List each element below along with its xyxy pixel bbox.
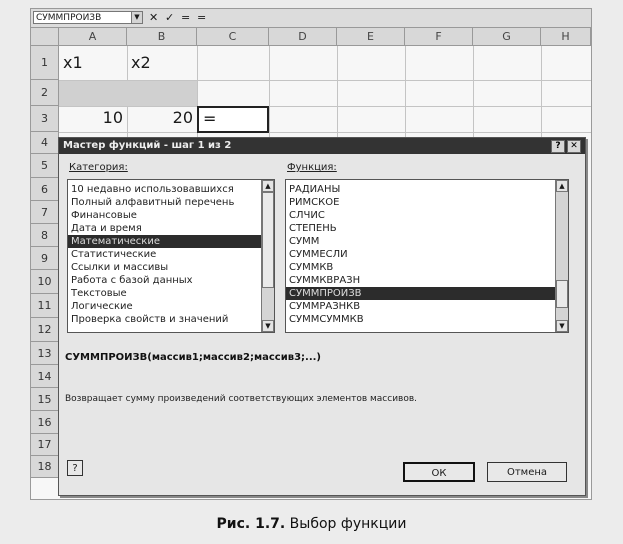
figure-caption [0, 516, 623, 532]
shaded-cells [59, 81, 197, 106]
scroll-thumb[interactable] [262, 192, 274, 288]
row-header-17[interactable]: 17 [31, 434, 59, 456]
grid-line [269, 46, 270, 146]
row-header-8[interactable]: 8 [31, 224, 59, 247]
list-item[interactable]: Полный алфавитный перечень [71, 197, 235, 208]
grid-line [59, 106, 591, 107]
function-description: Возвращает сумму произведений соответствующих элементов массивов. [65, 394, 418, 404]
active-cell-c3[interactable] [197, 106, 269, 133]
help-icon[interactable]: ? [67, 460, 83, 476]
list-item[interactable]: СУММКВРАЗН [289, 275, 361, 286]
row-header-2[interactable]: 2 [31, 80, 59, 106]
list-item[interactable]: СТЕПЕНЬ [289, 223, 337, 234]
row-header-7[interactable]: 7 [31, 201, 59, 224]
confirm-icon[interactable]: ✓ [165, 11, 175, 24]
formula-content[interactable]: = [197, 11, 207, 24]
category-label: Категория: [69, 162, 128, 173]
equals-icon[interactable]: = [181, 11, 191, 24]
grid-line [405, 46, 406, 146]
dialog-title [59, 138, 585, 154]
cancel-button[interactable]: Отмена [487, 462, 567, 482]
column-header-c[interactable]: C [197, 28, 269, 46]
function-wizard-dialog [58, 137, 586, 496]
list-item-selected[interactable]: Математические [68, 235, 274, 248]
chevron-down-icon[interactable]: ▼ [131, 12, 142, 23]
row-header-5[interactable]: 5 [31, 154, 59, 178]
grid-line [541, 46, 542, 146]
list-item[interactable]: РАДИАНЫ [289, 184, 341, 195]
grid-line [59, 132, 591, 133]
column-header-h[interactable]: H [541, 28, 591, 46]
caption-text: Выбор функции [289, 516, 407, 532]
list-item[interactable]: СУММРАЗНКВ [289, 301, 361, 312]
column-header-b[interactable]: B [127, 28, 197, 46]
function-listbox[interactable] [285, 179, 569, 333]
list-item[interactable]: СЛЧИС [289, 210, 325, 221]
cancel-icon[interactable]: ✕ [149, 11, 159, 24]
list-item[interactable]: Проверка свойств и значений [71, 314, 229, 325]
ok-button[interactable]: ОК [403, 462, 475, 482]
help-title-button[interactable]: ? [551, 140, 565, 153]
name-box[interactable] [33, 11, 143, 24]
row-header-3[interactable]: 3 [31, 106, 59, 132]
cell-a1[interactable]: x1 [63, 53, 83, 72]
list-item[interactable]: Дата и время [71, 223, 142, 234]
list-item[interactable]: РИМСКОЕ [289, 197, 340, 208]
row-header-1[interactable]: 1 [31, 46, 59, 80]
list-item[interactable]: СУММКВ [289, 262, 334, 273]
row-header-11[interactable]: 11 [31, 294, 59, 318]
row-header-16[interactable]: 16 [31, 411, 59, 434]
name-box-value: СУММПРОИЗВ [36, 13, 102, 23]
close-icon[interactable]: ✕ [567, 140, 581, 153]
row-header-18[interactable]: 18 [31, 456, 59, 478]
list-item[interactable]: СУММСУММКВ [289, 314, 364, 325]
dialog-title-text: Мастер функций - шаг 1 из 2 [63, 140, 232, 151]
category-scrollbar[interactable] [261, 180, 274, 332]
list-item[interactable]: СУММЕСЛИ [289, 249, 348, 260]
column-header-d[interactable]: D [269, 28, 337, 46]
list-item[interactable]: Финансовые [71, 210, 137, 221]
scroll-up-icon[interactable]: ▲ [556, 180, 568, 192]
row-header-4[interactable]: 4 [31, 132, 59, 154]
list-item[interactable]: СУММ [289, 236, 320, 247]
list-item[interactable]: Работа с базой данных [71, 275, 193, 286]
list-item[interactable]: Текстовые [71, 288, 127, 299]
cell-b1[interactable]: x2 [131, 53, 151, 72]
list-item[interactable]: Статистические [71, 249, 157, 260]
list-item[interactable]: 10 недавно использовавшихся [71, 184, 234, 195]
select-all-corner[interactable] [31, 28, 59, 46]
column-header-g[interactable]: G [473, 28, 541, 46]
row-header-12[interactable]: 12 [31, 318, 59, 342]
row-header-9[interactable]: 9 [31, 247, 59, 270]
cell-a3[interactable]: 10 [102, 108, 123, 127]
row-header-14[interactable]: 14 [31, 365, 59, 388]
row-header-13[interactable]: 13 [31, 342, 59, 365]
scroll-down-icon[interactable]: ▼ [556, 320, 568, 332]
scroll-up-icon[interactable]: ▲ [262, 180, 274, 192]
function-syntax: СУММПРОИЗВ(массив1;массив2;массив3;...) [65, 352, 321, 363]
scroll-down-icon[interactable]: ▼ [262, 320, 274, 332]
formula-bar [31, 9, 591, 28]
cell-b3[interactable]: 20 [172, 108, 193, 127]
caption-prefix: Рис. 1.7. [216, 516, 286, 532]
row-header-6[interactable]: 6 [31, 178, 59, 201]
scroll-thumb[interactable] [556, 280, 568, 308]
cell-c3: = [203, 109, 217, 128]
row-header-10[interactable]: 10 [31, 270, 59, 294]
function-label: Функция: [287, 162, 337, 173]
list-item[interactable]: Ссылки и массивы [71, 262, 169, 273]
column-header-f[interactable]: F [405, 28, 473, 46]
list-item[interactable]: Логические [71, 301, 133, 312]
column-header-e[interactable]: E [337, 28, 405, 46]
row-header-15[interactable]: 15 [31, 388, 59, 411]
column-header-a[interactable]: A [59, 28, 127, 46]
grid-line [473, 46, 474, 146]
list-item-selected[interactable]: СУММПРОИЗВ [286, 287, 568, 300]
function-scrollbar[interactable] [555, 180, 568, 332]
grid-line [337, 46, 338, 146]
category-listbox[interactable] [67, 179, 275, 333]
